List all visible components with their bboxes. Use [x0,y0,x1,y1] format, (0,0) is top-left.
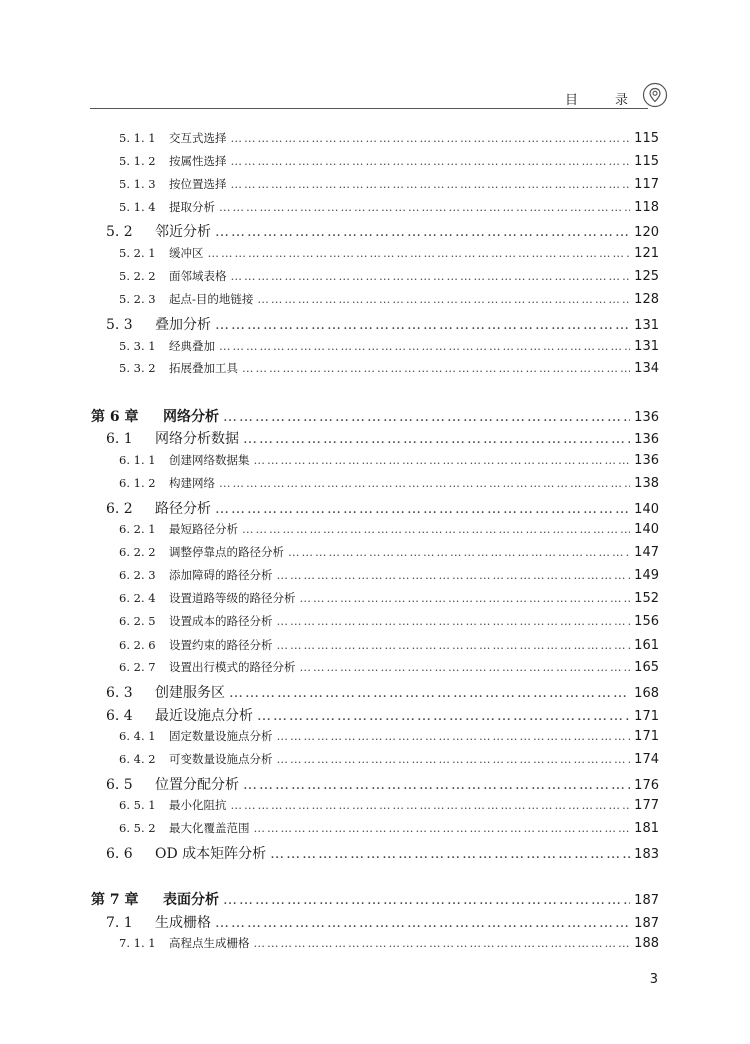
toc-entry [106,221,659,241]
toc-entry-page: 165 [634,660,659,675]
toc-entry [91,406,659,426]
toc-entry-title: 网络分析 [163,409,219,425]
toc-entry-page: 136 [634,453,659,468]
toc-leader-dots [219,339,630,353]
toc-leader-dots [243,431,630,447]
toc-entry-number: 第 6 章 [91,409,139,425]
toc-entry-page: 115 [634,131,659,146]
toc-entry [119,245,659,261]
toc-entry-page: 115 [634,154,659,169]
toc-entry-title: 设置道路等级的路径分析 [169,591,296,605]
page-number: 3 [649,972,658,987]
toc-entry-page: 140 [634,522,659,537]
toc-entry [119,338,659,354]
toc-entry [106,682,659,702]
toc-entry-title: 固定数量设施点分析 [169,729,273,743]
toc-entry-page: 156 [634,614,659,629]
map-pin-circle-icon [642,82,668,108]
toc-leader-dots [300,591,631,605]
toc-leader-dots [257,292,630,306]
toc-entry-number: 6. 1. 1 [119,453,156,467]
header-title: 目 录 [564,93,640,108]
toc-entry-page: 128 [634,292,659,307]
toc-entry [106,498,659,518]
toc-entry-title: OD 成本矩阵分析 [155,846,267,862]
toc-entry-number: 6. 2 [106,501,133,517]
toc-entry-number: 6. 6 [106,846,133,862]
toc-leader-dots [254,821,631,835]
toc-leader-dots [231,798,631,812]
toc-entry [106,428,659,448]
toc-leader-dots [231,131,631,145]
toc-entry-number: 6. 5. 1 [119,798,156,812]
toc-entry-title: 叠加分析 [155,317,211,333]
toc-leader-dots [288,545,630,559]
toc-entry-page: 117 [634,177,659,192]
toc-entry-title: 提取分析 [169,200,215,214]
toc-entry-title: 缓冲区 [169,246,204,260]
toc-entry-number: 6. 2. 1 [119,522,156,536]
toc-entry [119,935,659,951]
toc-entry-title: 最小化阻抗 [169,798,227,812]
toc-entry-number: 6. 2. 4 [119,591,156,605]
toc-entry-number: 6. 2. 5 [119,614,156,628]
toc-entry-number: 5. 1. 1 [119,131,156,145]
toc-entry-title: 添加障碍的路径分析 [169,568,273,582]
toc-entry-number: 6. 2. 6 [119,638,156,652]
toc-entry-title: 调整停靠点的路径分析 [169,545,284,559]
toc-entry-page: 136 [634,410,659,425]
toc-entry-number: 5. 2. 2 [119,269,156,283]
toc-leader-dots [208,246,631,260]
toc-entry [119,291,659,307]
toc-entry-number: 5. 2. 1 [119,246,156,260]
toc-entry-page: 131 [634,318,659,333]
toc-leader-dots [242,522,630,536]
toc-entry-title: 拓展叠加工具 [169,361,238,375]
toc-leader-dots [215,317,630,333]
toc-leader-dots [231,177,631,191]
toc-entry-number: 6. 4. 1 [119,729,156,743]
toc-leader-dots [254,936,631,950]
toc-entry-page: 181 [634,821,659,836]
toc-entry-title: 最短路径分析 [169,522,238,536]
toc-entry-number: 5. 3. 1 [119,339,156,353]
toc-entry [119,659,659,675]
toc-entry [119,544,659,560]
toc-entry [119,521,659,537]
toc-entry-title: 面邻域表格 [169,269,227,283]
toc-entry-title: 表面分析 [163,892,219,908]
toc-entry [119,751,659,767]
toc-entry [106,705,659,725]
toc-entry-title: 按属性选择 [169,154,227,168]
toc-entry-number: 6. 2. 7 [119,660,156,674]
toc-entry-number: 6. 4 [106,708,133,724]
toc-entry [119,153,659,169]
header-rule [90,108,648,109]
toc-entry [119,567,659,583]
toc-leader-dots [223,892,630,908]
toc-entry-page: 120 [634,225,659,240]
toc-leader-dots [215,915,630,931]
toc-entry-title: 设置出行模式的路径分析 [169,660,296,674]
toc-entry [119,199,659,215]
toc-entry-number: 6. 2. 2 [119,545,156,559]
toc-entry-number: 6. 4. 2 [119,752,156,766]
toc-entry-title: 可变数量设施点分析 [169,752,273,766]
toc-leader-dots [231,154,631,168]
toc-entry-page: 138 [634,476,659,491]
toc-entry-number: 5. 1. 4 [119,200,156,214]
toc-entry [106,314,659,334]
toc-entry-title: 交互式选择 [169,131,227,145]
toc-entry-title: 创建网络数据集 [169,453,250,467]
toc-entry-page: 149 [634,568,659,583]
toc-entry [119,637,659,653]
toc-entry-title: 设置约束的路径分析 [169,638,273,652]
toc-entry-number: 7. 1. 1 [119,936,156,950]
toc-leader-dots [270,846,630,862]
toc-leader-dots [277,568,631,582]
toc-leader-dots [277,729,631,743]
toc-leader-dots [219,476,630,490]
toc-leader-dots [231,269,631,283]
toc-entry-number: 5. 3 [106,317,133,333]
toc-leader-dots [277,638,631,652]
toc-entry-page: 177 [634,798,659,813]
toc-leader-dots [215,501,630,517]
toc-entry-title: 按位置选择 [169,177,227,191]
toc-leader-dots [219,200,630,214]
toc-entry-title: 网络分析数据 [155,431,239,447]
toc-entry-title: 最大化覆盖范围 [169,821,250,835]
toc-entry [119,130,659,146]
toc-entry-page: 187 [634,916,659,931]
toc-entry [119,728,659,744]
toc-entry-number: 7. 1 [106,915,133,931]
toc-entry-page: 171 [634,729,659,744]
toc-entry [119,475,659,491]
toc-entry-page: 136 [634,432,659,447]
toc-entry-number: 5. 1. 3 [119,177,156,191]
toc-entry-number: 6. 5. 2 [119,821,156,835]
toc-entry-page: 131 [634,339,659,354]
toc-entry [119,452,659,468]
toc-entry-number: 6. 1. 2 [119,476,156,490]
toc-entry [119,590,659,606]
toc-entry-number: 6. 1 [106,431,133,447]
toc-entry-title: 经典叠加 [169,339,215,353]
toc-entry-page: 152 [634,591,659,606]
toc-leader-dots [243,777,630,793]
toc-entry [106,774,659,794]
toc-entry-page: 125 [634,269,659,284]
toc-entry-number: 5. 3. 2 [119,361,156,375]
toc-entry [119,613,659,629]
toc-leader-dots [257,708,630,724]
toc-entry-title: 起点-目的地链接 [169,292,254,306]
toc-entry-page: 188 [634,936,659,951]
toc-entry-title: 高程点生成栅格 [169,936,250,950]
toc-leader-dots [300,660,631,674]
toc-entry [91,889,659,909]
toc-entry-page: 147 [634,545,659,560]
toc-entry [119,820,659,836]
toc-entry-page: 176 [634,778,659,793]
toc-entry-page: 168 [634,686,659,701]
toc-entry-page: 161 [634,638,659,653]
toc-entry-title: 构建网络 [169,476,215,490]
toc-entry-title: 位置分配分析 [155,777,239,793]
toc-entry-number: 第 7 章 [91,892,139,908]
toc-leader-dots [277,752,631,766]
toc-leader-dots [254,453,631,467]
toc-entry [119,176,659,192]
toc-entry-title: 创建服务区 [155,685,225,701]
toc-entry-title: 生成栅格 [155,915,211,931]
toc-entry-page: 121 [634,246,659,261]
toc-entry [119,268,659,284]
toc-leader-dots [242,361,630,375]
toc-entry-page: 140 [634,502,659,517]
toc-entry-number: 6. 2. 3 [119,568,156,582]
toc-entry-title: 设置成本的路径分析 [169,614,273,628]
toc-entry-page: 134 [634,361,659,376]
toc-entry-page: 183 [634,847,659,862]
toc-leader-dots [229,685,630,701]
toc-entry-number: 6. 3 [106,685,133,701]
toc-entry [106,843,659,863]
toc-entry-number: 5. 2. 3 [119,292,156,306]
toc-entry-page: 118 [634,200,659,215]
toc-entry-page: 187 [634,893,659,908]
toc-entry-number: 5. 1. 2 [119,154,156,168]
toc-entry-title: 邻近分析 [155,224,211,240]
toc-entry-number: 5. 2 [106,224,133,240]
toc-entry-title: 最近设施点分析 [155,708,253,724]
toc-leader-dots [223,409,630,425]
toc-entry-page: 171 [634,709,659,724]
toc-entry-page: 174 [634,752,659,767]
toc-entry [119,360,659,376]
toc-leader-dots [215,224,630,240]
toc-entry-number: 6. 5 [106,777,133,793]
toc-leader-dots [277,614,631,628]
toc-entry [119,797,659,813]
toc-entry [106,912,659,932]
toc-entry-title: 路径分析 [155,501,211,517]
page-header [90,78,670,112]
